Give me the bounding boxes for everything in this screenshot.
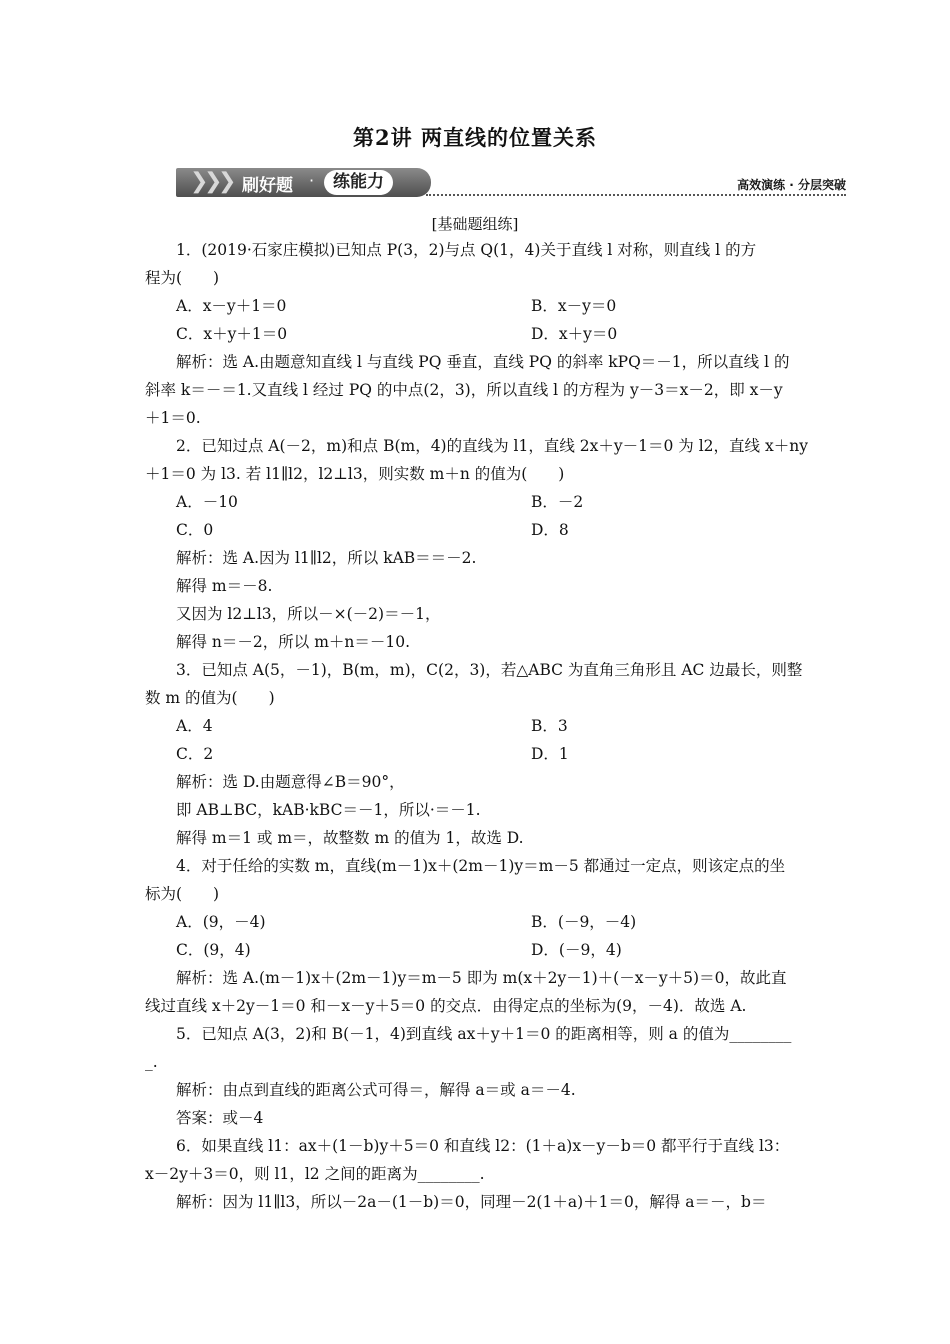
solution-text: 解析：选 A.(m－1)x＋(2m－1)y＝m－5 即为 m(x＋2y－1)＋(－x－y＋5)＝0，故此直 — [176, 969, 787, 987]
problem-list — [145, 236, 807, 1216]
solution-text: 解得 n＝－2，所以 m＋n＝－10. — [176, 633, 411, 651]
chevron-right-icon: ❯ — [218, 169, 237, 194]
banner-left-label: 刷好题 — [242, 176, 293, 196]
problem-text: 6．如果直线 l1：ax＋(1－b)y＋5＝0 和直线 l2：(1＋a)x－y－b＝0 都平行于直线 l3： — [176, 1137, 790, 1155]
page-title: 第2讲 两直线的位置关系 — [353, 125, 597, 150]
option-row — [145, 908, 807, 936]
option: C．0 — [176, 521, 214, 539]
option-row — [145, 320, 807, 348]
problem-text: 1．(2019·石家庄模拟)已知点 P(3，2)与点 Q(1，4)关于直线 l 对称，则直线 l 的方 — [176, 241, 757, 259]
option: D．(－9，4) — [531, 941, 622, 959]
section-banner — [176, 168, 846, 198]
solution-text: 解得 m＝1 或 m＝，故整数 m 的值为 1，故选 D. — [176, 829, 524, 847]
problem-text: x－2y＋3＝0，则 l1，l2 之间的距离为________. — [145, 1165, 485, 1183]
banner-separator: · — [309, 171, 315, 190]
option: A．(9，－4) — [176, 913, 266, 931]
problem-text: 数 m 的值为( ) — [145, 689, 275, 707]
option-row — [145, 516, 807, 544]
option-row — [145, 488, 807, 516]
problem-text: 标为( ) — [145, 885, 220, 903]
problem-text: 3．已知点 A(5，－1)，B(m，m)，C(2，3)，若△ABC 为直角三角形且 AC 边最长，则整 — [176, 661, 803, 679]
option: D．8 — [531, 521, 569, 539]
option-row — [145, 712, 807, 740]
solution-text: 又因为 l2⊥l3，所以－×(－2)＝－1， — [176, 605, 441, 623]
solution-text: 解析：选 D.由题意得∠B＝90°， — [176, 773, 405, 791]
solution-text: 解析：因为 l1∥l3，所以－2a－(1－b)＝0，同理－2(1＋a)＋1＝0，解得 a＝－，b＝ — [176, 1193, 767, 1211]
solution-text: 解析：选 A.因为 l1∥l2，所以 kAB＝＝－2. — [176, 549, 477, 567]
problem-text: 2．已知过点 A(－2，m)和点 B(m，4)的直线为 l1，直线 2x＋y－1＝0 为 l2，直线 x＋ny — [176, 437, 808, 455]
problem-text: _. — [145, 1053, 158, 1071]
solution-text: 即 AB⊥BC，kAB·kBC＝－1，所以·＝－1. — [176, 801, 481, 819]
option: B．x－y＝0 — [531, 297, 617, 315]
solution-text: ＋1＝0. — [145, 409, 201, 427]
problem-text: 5．已知点 A(3，2)和 B(－1，4)到直线 ax＋y＋1＝0 的距离相等，则 a 的值为________ — [176, 1025, 792, 1043]
option: A．4 — [176, 717, 213, 735]
banner-tag: 高效演练 · 分层突破 — [737, 178, 846, 192]
option-row — [145, 740, 807, 768]
option: B．(－9，－4) — [531, 913, 637, 931]
option-row — [145, 292, 807, 320]
option: D．x＋y＝0 — [531, 325, 618, 343]
option: B．－2 — [531, 493, 584, 511]
problem-text: ＋1＝0 为 l3. 若 l1∥l2，l2⊥l3，则实数 m＋n 的值为( ) — [145, 465, 565, 483]
problem-text: 4．对于任给的实数 m，直线(m－1)x＋(2m－1)y＝m－5 都通过一定点，则该定点的坐 — [176, 857, 786, 875]
solution-text: 解析：选 A.由题意知直线 l 与直线 PQ 垂直，直线 PQ 的斜率 kPQ＝－1，所以直线 l 的 — [176, 353, 790, 371]
option: A．－10 — [176, 493, 238, 511]
solution-text: 线过直线 x＋2y－1＝0 和－x－y＋5＝0 的交点．由得定点的坐标为(9，－4)．故选 A. — [145, 997, 747, 1015]
option: B．3 — [531, 717, 568, 735]
section-heading: [基础题组练] — [431, 215, 519, 233]
option: D．1 — [531, 745, 569, 763]
answer-text: 答案：或－4 — [176, 1109, 264, 1127]
option: C．2 — [176, 745, 214, 763]
banner-right-label: 练能力 — [324, 170, 393, 195]
solution-text: 斜率 k＝－＝1.又直线 l 经过 PQ 的中点(2，3)，所以直线 l 的方程为 y－3＝x－2，即 x－y — [145, 381, 783, 399]
option: C．(9，4) — [176, 941, 251, 959]
solution-text: 解析：由点到直线的距离公式可得＝，解得 a＝或 a＝－4. — [176, 1081, 576, 1099]
option-row — [145, 936, 807, 964]
banner-divider — [426, 194, 846, 196]
solution-text: 解得 m＝－8. — [176, 577, 273, 595]
option: A．x－y＋1＝0 — [176, 297, 287, 315]
chevron-right-icon: ❯ — [190, 169, 209, 194]
chevron-right-icon: ❯ — [204, 169, 223, 194]
problem-text: 程为( ) — [145, 269, 220, 287]
option: C．x＋y＋1＝0 — [176, 325, 288, 343]
